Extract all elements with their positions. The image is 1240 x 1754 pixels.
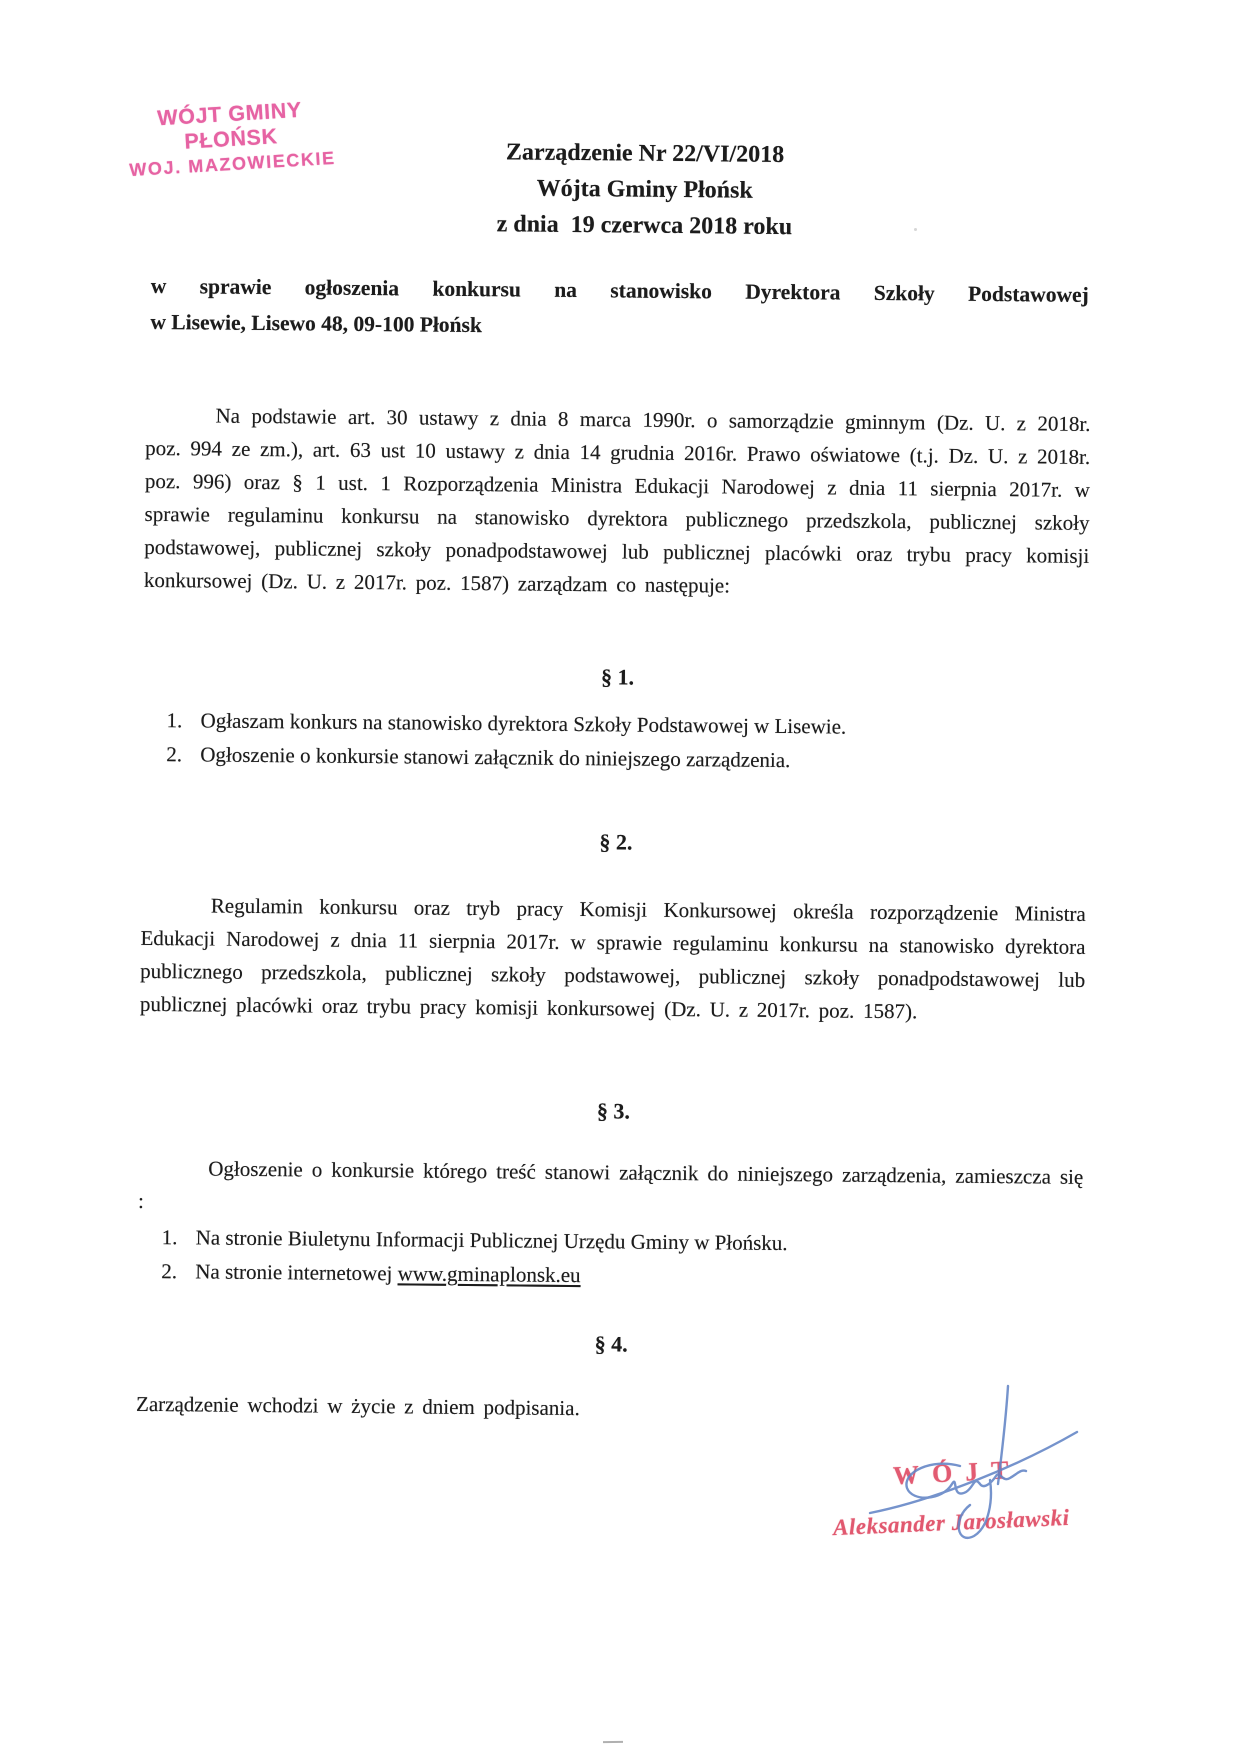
section-1-list [166,703,1097,780]
section-2-heading: § 2. [599,829,633,855]
list-item-number: 1. [166,708,183,733]
website-url-text: www.gminaplonsk.eu [397,1261,581,1288]
subject-line-2: w Lisewie, Lisewo 48, 09-100 Płońsk [150,309,483,338]
section-3-body: Ogłoszenie o konkursie którego treść stanowi załącznik do niniejszego zarządzenia, zamieszcza się : [137,1156,1084,1213]
list-item-number: 2. [166,742,183,767]
scan-artifact-dash [603,1741,623,1743]
signature-title-stamp: WÓJT [892,1454,1023,1491]
title-ordinance-number: Zarządzenie Nr 22/VI/2018 [505,139,785,168]
scan-artifact-dot [914,228,917,231]
list-item-text: Ogłoszenie o konkursie stanowi załącznik do niniejszego zarządzenia. [200,742,791,773]
section-4-body: Zarządzenie wchodzi w życie z dniem podpisania. [135,1391,580,1421]
list-item-text-prefix: Na stronie internetowej [195,1259,398,1286]
section-3-heading: § 3. [596,1098,631,1124]
section-3-list [161,1220,1092,1297]
stamp-authority-name: WÓJT GMINY PŁOŃSK [156,97,303,154]
subject-line-1: w sprawie ogłoszenia konkursu na stanowisko Dyrektora Szkoły Podstawowej [150,273,1089,307]
title-issuer: Wójta Gminy Płońsk [536,175,753,204]
stamp-voivodeship: WOJ. MAZOWIECKIE [128,147,337,181]
title-date: z dnia 19 czerwca 2018 roku [496,211,793,241]
legal-preamble: Na podstawie art. 30 ustawy z dnia 8 marca 1990r. o samorządzie gminnym (Dz. U. z 2018r. poz. 994 ze zm.), art. 63 ust 10 ustawy z dnia 14 grudnia 2016r. Prawo oświatowe (t.j. Dz. U. z 2018r. poz. 996) oraz § 1 ust. 1 Rozporządzenia Ministra Edukacji Narodowej z dnia 11 sierpnia 2017r. w sprawie regulaminu konkursu na stanowisko dyrektora publicznego przedszkola, publicznej szkoły podstawowej, publicznej szkoły ponadpodstawowej lub publicznej placówki oraz trybu pracy komisji konkursowej (Dz. U. z 2017r. poz. 1587) zarządzam co następuje: [143,403,1091,598]
list-item-number: 1. [161,1225,178,1250]
document-subject [150,268,1089,349]
list-item-text: Ogłaszam konkurs na stanowisko dyrektora Szkoły Podstawowej w Lisewie. [200,708,847,739]
list-item-text: Na stronie Biuletynu Informacji Publicznej Urzędu Gminy w Płońsku. [195,1225,788,1256]
handwritten-signature [840,1380,1090,1555]
document-title [444,134,845,246]
section-4-heading: § 4. [594,1331,628,1357]
section-2-body: Regulamin konkursu oraz tryb pracy Komisji Konkursowej określa rozporządzenie Ministra Edukacji Narodowej z dnia 11 sierpnia 2017r. w sprawie regulaminu konkursu na stanowisko dyrektora publicznego przedszkola, publicznej szkoły podstawowej, publicznej szkoły ponadpodstawowej lub publicznej placówki oraz trybu pracy komisji konkursowej (Dz. U. z 2017r. poz. 1587). [139,893,1086,1024]
signature-name-stamp: Aleksander Jarosławski [832,1504,1070,1541]
list-item-number: 2. [161,1259,178,1284]
section-1-heading: § 1. [600,664,635,690]
list-item-text [195,1254,581,1292]
